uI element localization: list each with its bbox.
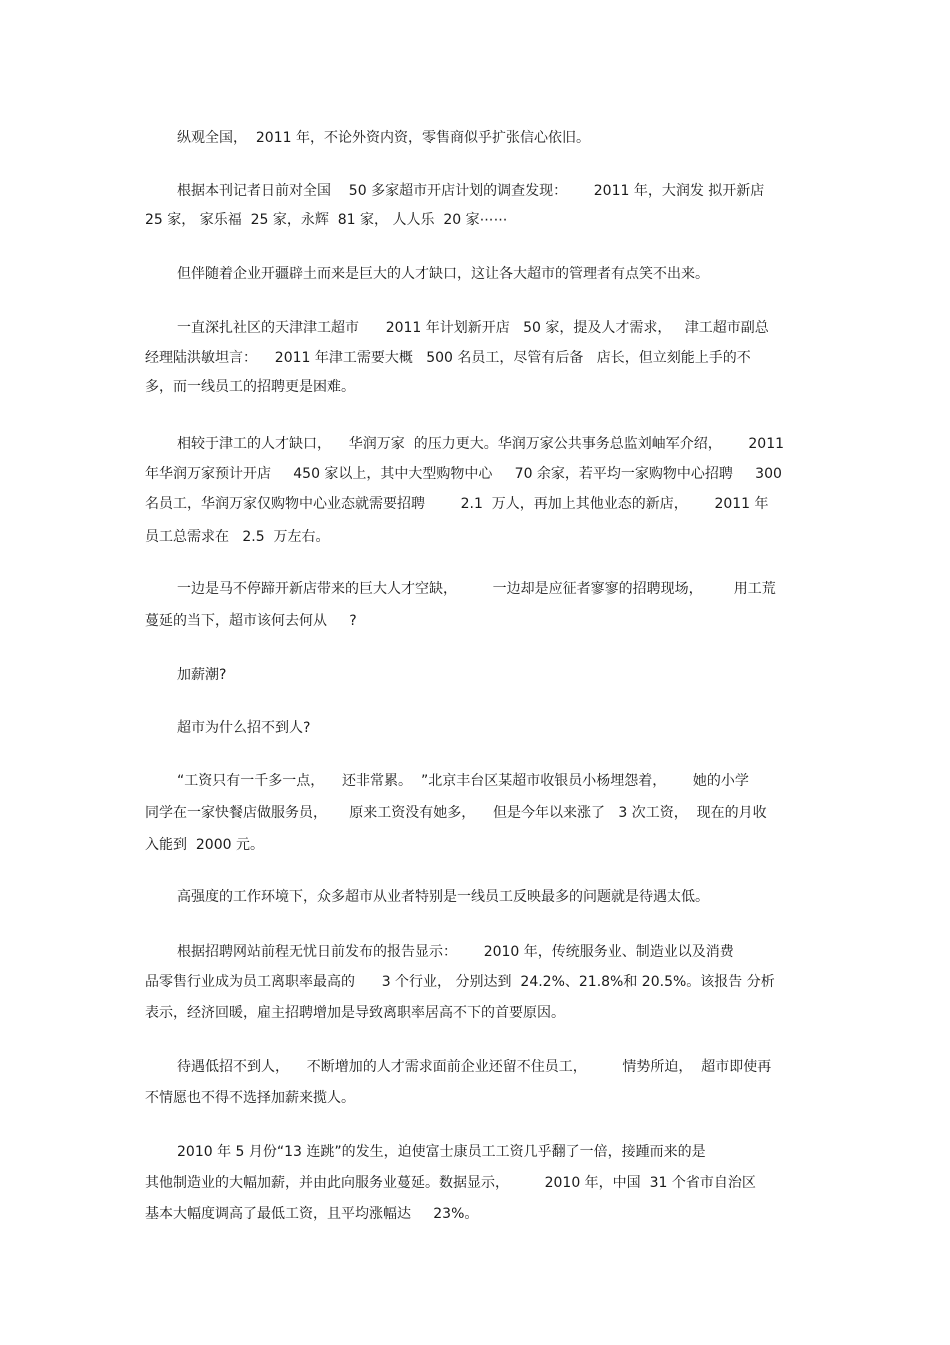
- text-line: 基本大幅度调高了最低工资，且平均涨幅达 23%。: [145, 1206, 479, 1222]
- text-line: 2010 年 5 月份“13 连跳”的发生，迫使富士康员工工资几乎翻了一倍，接踵而来的是: [177, 1144, 706, 1160]
- text-line: 不情愿也不得不选择加薪来揽人。: [145, 1090, 355, 1106]
- section-heading: 加薪潮?: [177, 667, 227, 683]
- text-line: 一直深扎社区的天津津工超市 2011 年计划新开店 50 家，提及人才需求， 津工超市副总: [177, 320, 769, 336]
- text-line: 多，而一线员工的招聘更是困难。: [145, 379, 355, 395]
- text-line: 员工总需求在 2.5 万左右。: [145, 529, 330, 545]
- text-line: 纵观全国， 2011 年，不论外资内资，零售商似乎扩张信心依旧。: [177, 130, 590, 146]
- text-line: 年华润万家预计开店 450 家以上，其中大型购物中心 70 余家，若平均一家购物中心招聘 300: [145, 466, 782, 482]
- text-line: 根据本刊记者日前对全国 50 多家超市开店计划的调查发现： 2011 年，大润发 拟开新店: [177, 183, 765, 199]
- text-line: 其他制造业的大幅加薪，并由此向服务业蔓延。数据显示， 2010 年，中国 31 个省市自治区: [145, 1175, 756, 1191]
- text-line: 表示，经济回暖，雇主招聘增加是导致离职率居高不下的首要原因。: [145, 1005, 565, 1021]
- text-line: 根据招聘网站前程无忧日前发布的报告显示： 2010 年，传统服务业、制造业以及消费: [177, 944, 734, 960]
- text-line: 品零售行业成为员工离职率最高的 3 个行业， 分别达到 24.2%、21.8%和 20.5%。该报告 分析: [145, 974, 775, 990]
- section-heading: 超市为什么招不到人?: [177, 720, 311, 736]
- text-line: 同学在一家快餐店做服务员， 原来工资没有她多， 但是今年以来涨了 3 次工资， 现在的月收: [145, 805, 767, 821]
- text-line: “工资只有一千多一点， 还非常累。 ”北京丰台区某超市收银员小杨埋怨着， 她的小学: [177, 773, 749, 789]
- text-line: 入能到 2000 元。: [145, 837, 264, 853]
- text-line: 但伴随着企业开疆辟土而来是巨大的人才缺口，这让各大超市的管理者有点笑不出来。: [177, 266, 709, 282]
- text-line: 一边是马不停蹄开新店带来的巨大人才空缺， 一边却是应征者寥寥的招聘现场， 用工荒: [177, 581, 776, 597]
- text-line: 高强度的工作环境下，众多超市从业者特别是一线员工反映最多的问题就是待遇太低。: [177, 889, 709, 905]
- text-line: 蔓延的当下，超市该何去何从 ?: [145, 613, 357, 629]
- text-line: 待遇低招不到人， 不断增加的人才需求面前企业还留不住员工， 情势所迫， 超市即使再: [177, 1059, 772, 1075]
- text-line: 经理陆洪敏坦言： 2011 年津工需要大概 500 名员工，尽管有后备 店长，但立刻能上手的不: [145, 350, 751, 366]
- text-line: 名员工，华润万家仅购物中心业态就需要招聘 2.1 万人，再加上其他业态的新店， 2011 年: [145, 496, 769, 512]
- text-line: 相较于津工的人才缺口， 华润万家 的压力更大。华润万家公共事务总监刘岫军介绍， 2011: [177, 436, 785, 452]
- text-line: 25 家， 家乐福 25 家，永辉 81 家， 人人乐 20 家⋯⋯: [145, 212, 508, 228]
